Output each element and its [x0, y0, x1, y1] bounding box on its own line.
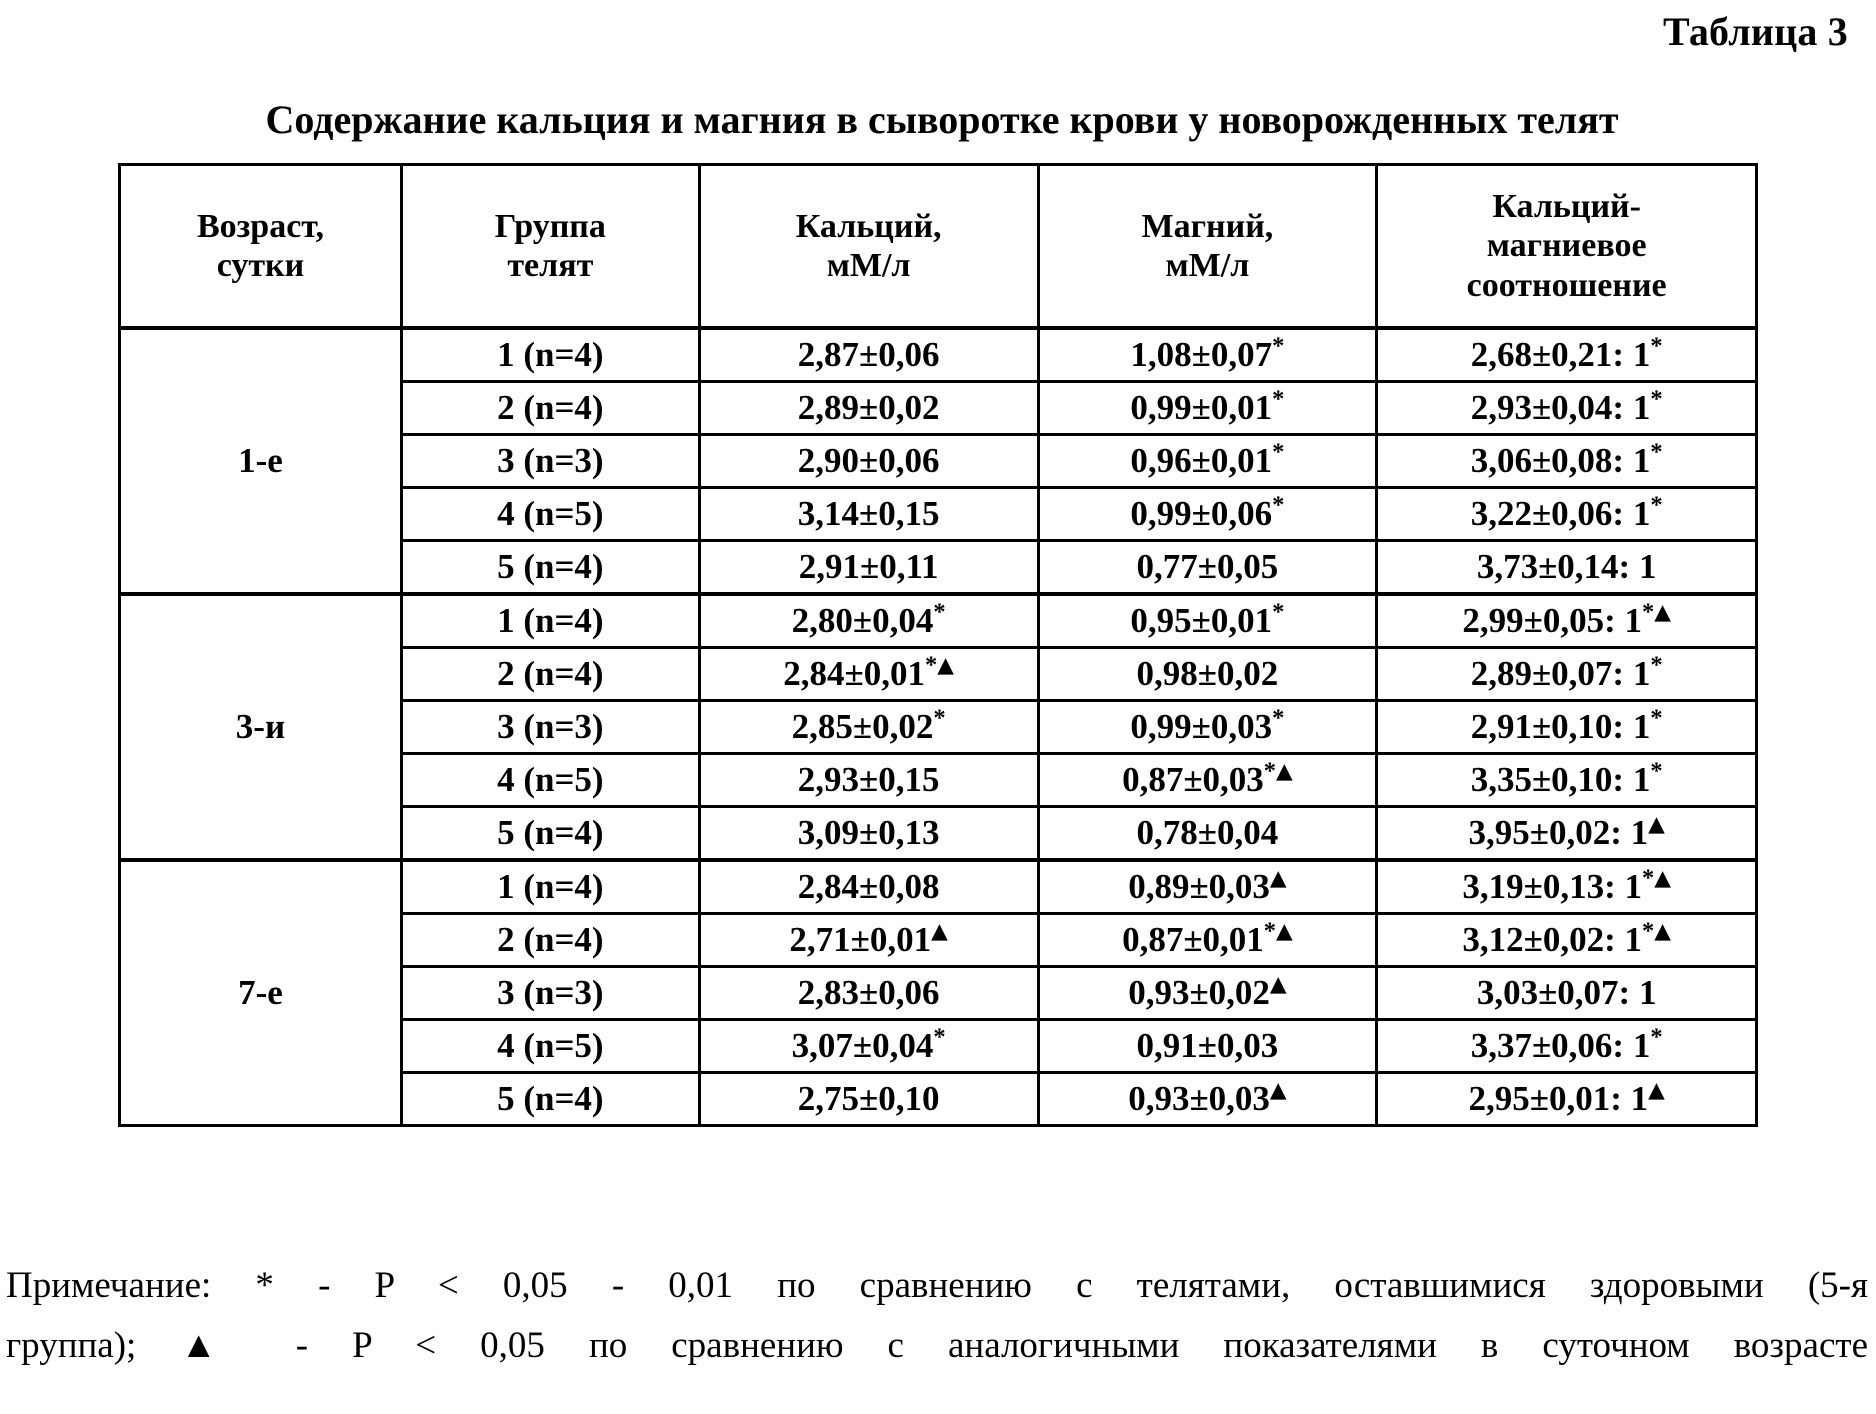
calcium-cell-value: 3,07±0,04: [791, 1025, 934, 1065]
triangle-marker: ▲: [1654, 600, 1671, 626]
column-header-calcium: [699, 165, 1038, 329]
table-row: [120, 860, 1757, 914]
triangle-marker: ▲: [1269, 972, 1287, 998]
calcium-cell: [699, 807, 1038, 861]
asterisk-marker: *: [1272, 438, 1285, 466]
magnesium-cell: [1038, 594, 1377, 648]
calcium-cell-value: 3,14±0,15: [797, 493, 940, 533]
calcium-cell-value: 2,85±0,02: [791, 706, 934, 746]
asterisk-marker: *: [1650, 438, 1663, 466]
calcium-cell-value: 2,75±0,10: [797, 1078, 940, 1118]
magnesium-cell-value: 0,77±0,05: [1136, 546, 1279, 586]
column-header-calcium-line2: мМ/л: [826, 247, 911, 284]
column-header-age-line2: сутки: [216, 247, 305, 284]
ratio-cell-value: 2,93±0,04: 1: [1470, 387, 1651, 427]
data-table-container: [118, 163, 1758, 1127]
magnesium-cell-value: 0,89±0,03: [1128, 866, 1270, 906]
asterisk-marker: *: [1263, 917, 1277, 945]
calf-group-cell: 4 (n=5): [401, 1020, 699, 1073]
magnesium-cell: [1038, 1073, 1377, 1126]
asterisk-marker: *: [1641, 864, 1655, 892]
calcium-cell: [699, 382, 1038, 435]
magnesium-cell-value: 0,93±0,03: [1128, 1078, 1270, 1118]
asterisk-marker: *: [1641, 598, 1655, 626]
calf-group-cell: 3 (n=3): [401, 435, 699, 488]
calf-group-cell: 5 (n=4): [401, 541, 699, 595]
magnesium-cell: [1038, 754, 1377, 807]
age-group-cell: 1-е: [120, 328, 402, 594]
magnesium-cell: [1038, 648, 1377, 701]
magnesium-cell-value: 0,98±0,02: [1136, 653, 1279, 693]
magnesium-cell-value: 1,08±0,07: [1130, 334, 1273, 374]
asterisk-marker: *: [925, 651, 938, 679]
triangle-marker: ▲: [1269, 866, 1287, 892]
column-header-magnesium-line1: Магний,: [1141, 207, 1274, 245]
asterisk-marker: *: [1650, 757, 1663, 785]
calcium-cell-value: 2,87±0,06: [797, 334, 940, 374]
magnesium-cell: [1038, 860, 1377, 914]
magnesium-cell-value: 0,99±0,03: [1130, 706, 1273, 746]
ratio-cell-value: 3,03±0,07: 1: [1476, 972, 1657, 1012]
ratio-cell-value: 3,19±0,13: 1: [1462, 866, 1642, 906]
triangle-marker: ▲: [1654, 919, 1671, 945]
magnesium-cell: [1038, 701, 1377, 754]
asterisk-marker: *: [1650, 704, 1663, 732]
table-header: [120, 165, 1757, 329]
asterisk-marker: *: [1650, 385, 1663, 413]
ratio-cell-value: 3,37±0,06: 1: [1470, 1025, 1651, 1065]
calf-group-cell: 2 (n=4): [401, 382, 699, 435]
triangle-marker: ▲: [1276, 759, 1293, 785]
asterisk-marker: *: [933, 1023, 946, 1051]
column-header-group: [401, 165, 699, 329]
calcium-cell-value: 2,84±0,08: [797, 866, 940, 906]
calcium-cell: [699, 914, 1038, 967]
magnesium-cell-value: 0,96±0,01: [1130, 440, 1273, 480]
ratio-cell-value: 2,91±0,10: 1: [1470, 706, 1651, 746]
asterisk-marker: *: [933, 598, 946, 626]
table-number-label: Таблица 3: [1662, 9, 1848, 54]
calf-group-cell: 3 (n=3): [401, 967, 699, 1020]
triangle-marker: ▲: [1276, 919, 1293, 945]
calcium-magnesium-table: [118, 163, 1758, 1127]
ratio-cell: [1377, 860, 1757, 914]
calcium-cell-value: 2,80±0,04: [791, 600, 934, 640]
magnesium-cell-value: 0,93±0,02: [1128, 972, 1270, 1012]
triangle-marker: ▲: [1654, 866, 1671, 892]
calf-group-cell: 1 (n=4): [401, 860, 699, 914]
age-group-cell: 3-и: [120, 594, 402, 860]
calf-group-cell: 4 (n=5): [401, 754, 699, 807]
calcium-cell: [699, 754, 1038, 807]
column-header-ratio-line2: магниевое: [1486, 227, 1647, 265]
magnesium-cell-value: 0,78±0,04: [1136, 812, 1279, 852]
calf-group-cell: 1 (n=4): [401, 594, 699, 648]
ratio-cell-value: 3,35±0,10: 1: [1470, 759, 1651, 799]
ratio-cell: [1377, 488, 1757, 541]
magnesium-cell: [1038, 488, 1377, 541]
footnote-line-1: Примечание: * - P < 0,05 - 0,01 по сравнению с телятами, оставшимися здоровыми (5-я: [6, 1265, 1868, 1306]
ratio-cell: [1377, 1073, 1757, 1126]
calf-group-cell: 2 (n=4): [401, 914, 699, 967]
ratio-cell-value: 3,22±0,06: 1: [1470, 493, 1651, 533]
asterisk-marker: *: [1650, 651, 1663, 679]
calcium-cell-value: 2,93±0,15: [797, 759, 940, 799]
table-row: [120, 594, 1757, 648]
calcium-cell-value: 2,89±0,02: [797, 387, 940, 427]
asterisk-marker: *: [1650, 491, 1663, 519]
ratio-cell: [1377, 382, 1757, 435]
magnesium-cell: [1038, 382, 1377, 435]
table-caption: Содержание кальция и магния в сыворотке крови у новорожденных телят: [265, 97, 1619, 142]
calf-group-cell: 5 (n=4): [401, 807, 699, 861]
triangle-marker: ▲: [937, 653, 954, 679]
ratio-cell: [1377, 807, 1757, 861]
column-header-ratio-line1: Кальций-: [1492, 187, 1641, 225]
triangle-marker: ▲: [1648, 812, 1665, 838]
asterisk-marker: *: [1272, 491, 1285, 519]
magnesium-cell: [1038, 1020, 1377, 1073]
ratio-cell-value: 2,99±0,05: 1: [1462, 600, 1642, 640]
magnesium-cell-value: 0,95±0,01: [1130, 600, 1273, 640]
ratio-cell: [1377, 754, 1757, 807]
table-body: [120, 328, 1757, 1126]
column-header-age: [120, 165, 402, 329]
ratio-cell: [1377, 648, 1757, 701]
asterisk-marker: *: [1263, 757, 1277, 785]
ratio-cell: [1377, 328, 1757, 382]
magnesium-cell: [1038, 435, 1377, 488]
ratio-cell: [1377, 594, 1757, 648]
ratio-cell-value: 2,89±0,07: 1: [1470, 653, 1651, 693]
ratio-cell-value: 3,73±0,14: 1: [1476, 546, 1657, 586]
calcium-cell: [699, 1073, 1038, 1126]
asterisk-marker: *: [933, 704, 946, 732]
calf-group-cell: 2 (n=4): [401, 648, 699, 701]
calcium-cell-value: 2,91±0,11: [798, 546, 939, 586]
calcium-cell: [699, 328, 1038, 382]
ratio-cell-value: 2,68±0,21: 1: [1470, 334, 1651, 374]
ratio-cell: [1377, 914, 1757, 967]
magnesium-cell-value: 0,99±0,01: [1130, 387, 1273, 427]
calcium-cell-value: 2,90±0,06: [797, 440, 940, 480]
asterisk-marker: *: [1650, 1023, 1663, 1051]
magnesium-cell: [1038, 914, 1377, 967]
age-group-cell: 7-е: [120, 860, 402, 1126]
ratio-cell: [1377, 435, 1757, 488]
calf-group-cell: 5 (n=4): [401, 1073, 699, 1126]
asterisk-marker: *: [1272, 332, 1285, 360]
ratio-cell: [1377, 701, 1757, 754]
calcium-cell: [699, 541, 1038, 595]
calcium-cell: [699, 701, 1038, 754]
ratio-cell: [1377, 967, 1757, 1020]
calf-group-cell: 4 (n=5): [401, 488, 699, 541]
calcium-cell: [699, 1020, 1038, 1073]
column-header-calcium-line1: Кальций,: [795, 207, 942, 245]
calcium-cell-value: 3,09±0,13: [797, 812, 940, 852]
calcium-cell-value: 2,83±0,06: [797, 972, 940, 1012]
triangle-marker: ▲: [1648, 1078, 1665, 1104]
magnesium-cell-value: 0,99±0,06: [1130, 493, 1273, 533]
column-header-age-line1: Возраст,: [196, 207, 324, 245]
ratio-cell: [1377, 1020, 1757, 1073]
asterisk-marker: *: [1272, 385, 1285, 413]
magnesium-cell: [1038, 807, 1377, 861]
magnesium-cell-value: 0,87±0,03: [1122, 759, 1264, 799]
asterisk-marker: *: [1272, 598, 1285, 626]
asterisk-marker: *: [1641, 917, 1655, 945]
magnesium-cell: [1038, 541, 1377, 595]
column-header-ratio-line3: соотношение: [1466, 266, 1667, 304]
calcium-cell: [699, 435, 1038, 488]
column-header-magnesium-line2: мМ/л: [1165, 247, 1250, 284]
calcium-cell: [699, 648, 1038, 701]
calcium-cell-value: 2,71±0,01: [789, 919, 932, 959]
column-header-magnesium: [1038, 165, 1377, 329]
calcium-cell: [699, 594, 1038, 648]
calf-group-cell: 1 (n=4): [401, 328, 699, 382]
table-row: [120, 328, 1757, 382]
ratio-cell-value: 3,95±0,02: 1: [1468, 812, 1649, 852]
magnesium-cell-value: 0,91±0,03: [1136, 1025, 1279, 1065]
calf-group-cell: 3 (n=3): [401, 701, 699, 754]
ratio-cell-value: 3,12±0,02: 1: [1462, 919, 1642, 959]
asterisk-marker: *: [1272, 704, 1285, 732]
calcium-cell: [699, 860, 1038, 914]
magnesium-cell-value: 0,87±0,01: [1122, 919, 1264, 959]
ratio-cell: [1377, 541, 1757, 595]
magnesium-cell: [1038, 328, 1377, 382]
footnote-line-2: группа); ▲ - P < 0,05 по сравнению с аналогичными показателями в суточном возрасте: [6, 1324, 1868, 1366]
asterisk-marker: *: [1650, 332, 1663, 360]
column-header-group-line1: Группа: [494, 207, 606, 245]
triangle-marker: ▲: [931, 919, 948, 945]
ratio-cell-value: 2,95±0,01: 1: [1468, 1078, 1649, 1118]
table-footnote: [6, 1256, 1868, 1376]
triangle-marker: ▲: [1269, 1078, 1287, 1104]
table-header-row: [120, 165, 1757, 329]
magnesium-cell: [1038, 967, 1377, 1020]
calcium-cell: [699, 967, 1038, 1020]
column-header-group-line2: телят: [507, 247, 594, 284]
column-header-ratio: [1377, 165, 1757, 329]
calcium-cell-value: 2,84±0,01: [783, 653, 926, 693]
calcium-cell: [699, 488, 1038, 541]
ratio-cell-value: 3,06±0,08: 1: [1470, 440, 1651, 480]
